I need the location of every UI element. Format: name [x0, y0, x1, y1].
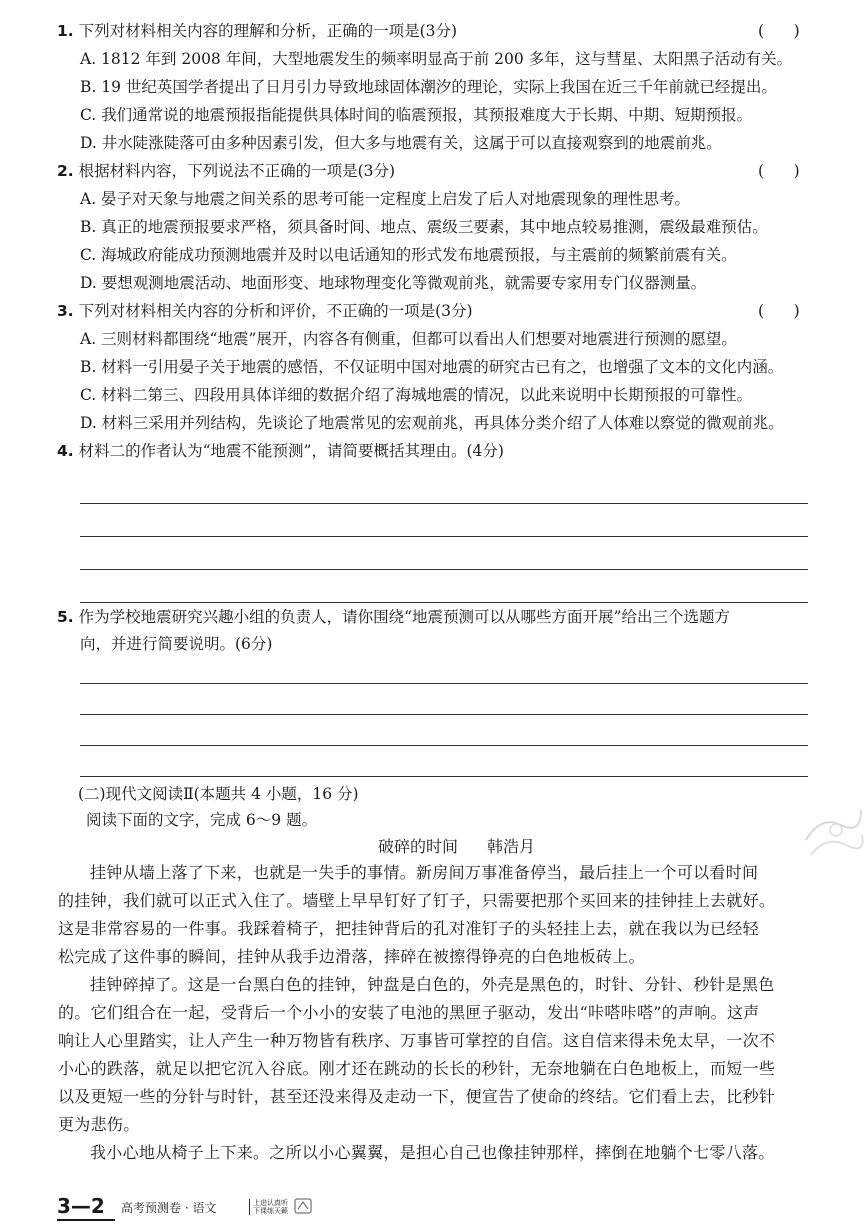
option-c: C. 我们通常说的地震预报指能提供具体时间的临震预报，其预报难度大于长期、中期、短期预报。: [80, 106, 753, 124]
question-text: 作为学校地震研究兴趣小组的负责人，请你围绕“地震预测可以从哪些方面开展”给出三个选题方: [78, 608, 730, 626]
answer-line[interactable]: [80, 714, 808, 715]
answer-paren[interactable]: ( ): [758, 162, 800, 180]
passage-line: 更为悲伤。: [58, 1115, 140, 1134]
question-number: 5.: [57, 608, 74, 626]
section-instruction: 阅读下面的文字，完成 6～9 题。: [86, 811, 318, 829]
question-number: 1.: [57, 22, 74, 40]
passage-line: 以及更短一些的分针与时针，甚至还没来得及走动一下，便宣告了使命的终结。它们看上去，比秒针: [58, 1087, 776, 1106]
question-2-stem: [57, 160, 395, 182]
footer-slogan: [249, 1199, 288, 1215]
question-number: 2.: [57, 162, 74, 180]
answer-line[interactable]: [80, 536, 808, 537]
footer-title: 高考预测卷 · 语文: [121, 1201, 217, 1215]
passage-line: 挂钟碎掉了。这是一台黑白色的挂钟，钟盘是白色的，外壳是黑色的，时针、分针、秒针是黑色: [90, 975, 775, 994]
answer-line[interactable]: [80, 745, 808, 746]
option-d: D. 井水陡涨陡落可由多种因素引发，但大多与地震有关，这属于可以直接观察到的地震前兆。: [80, 134, 722, 152]
passage-line: 这是非常容易的一件事。我踩着椅子，把挂钟背后的孔对准钉子的头轻挂上去，就在我以为已经轻: [58, 919, 759, 938]
passage-line: 响让人心里踏实，让人产生一种万物皆有秩序、万事皆可掌控的自信。这自信来得未免太早，一次不: [58, 1031, 776, 1050]
answer-line[interactable]: [80, 503, 808, 504]
option-b: B. 19 世纪英国学者提出了日月引力导致地球固体潮汐的理论，实际上我国在近三千年前就已经提出。: [80, 78, 777, 96]
question-text: 下列对材料相关内容的分析和评价，不正确的一项是(3分): [78, 302, 473, 320]
option-a: A. 晏子对天象与地震之间关系的思考可能一定程度上启发了后人对地震现象的理性思考。: [80, 190, 691, 208]
answer-line[interactable]: [80, 683, 808, 684]
decorative-sketch-icon: [796, 800, 866, 870]
answer-line[interactable]: [80, 776, 808, 777]
passage-line: 挂钟从墙上落了下来，也就是一失手的事情。新房间万事准备停当，最后挂上一个可以看时间: [90, 863, 759, 882]
option-c: C. 材料二第三、四段用具体详细的数据介绍了海城地震的情况，以此来说明中长期预报的可靠性。: [80, 386, 753, 404]
option-d: D. 要想观测地震活动、地面形变、地球物理变化等微观前兆，就需要专家用专门仪器测量。: [80, 274, 707, 292]
option-a: A. 1812 年到 2008 年间，大型地震发生的频率明显高于前 200 多年，这与彗星、太阳黑子活动有关。: [80, 50, 793, 68]
question-3-stem: [57, 300, 473, 322]
page-number-underline: [57, 1219, 115, 1221]
option-b: B. 真正的地震预报要求严格，须具备时间、地点、震级三要素，其中地点较易推测，震级最难预估。: [80, 218, 768, 236]
question-4-stem: [57, 440, 504, 462]
passage-line: 我小心地从椅子上下来。之所以小心翼翼，是担心自己也像挂钟那样，摔倒在地躺个七零八落。: [90, 1143, 775, 1162]
passage-line: 小心的跌落，就足以把它沉入谷底。刚才还在跳动的长长的秒针，无奈地躺在白色地板上，而短一些: [58, 1059, 776, 1078]
option-d: D. 材料三采用并列结构，先谈论了地震常见的宏观前兆，再具体分类介绍了人体难以察觉的微观前兆。: [80, 414, 784, 432]
option-b: B. 材料一引用晏子关于地震的感悟，不仅证明中国对地震的研究古已有之，也增强了文本的文化内涵。: [80, 358, 784, 376]
question-text: 材料二的作者认为“地震不能预测”，请简要概括其理由。(4分): [78, 442, 504, 460]
answer-paren[interactable]: ( ): [758, 302, 800, 320]
question-number: 4.: [57, 442, 74, 460]
article-author: 韩浩月: [487, 837, 536, 856]
option-a: A. 三则材料都围绕“地震”展开，内容各有侧重，但都可以看出人们想要对地震进行预测的愿望。: [80, 330, 737, 348]
question-text-continued: 向，并进行简要说明。(6分): [80, 635, 273, 653]
passage-line: 的。它们组合在一起，受背后一个小小的安装了电池的黑匣子驱动，发出“咔嗒咔嗒”的声响。这声: [58, 1003, 760, 1022]
article-title: 破碎的时间: [378, 837, 459, 856]
footer-logo-icon: [293, 1196, 313, 1216]
answer-paren[interactable]: ( ): [758, 22, 800, 40]
footer-slogan-bottom: 下课练天籁: [253, 1207, 288, 1215]
question-number: 3.: [57, 302, 74, 320]
answer-line[interactable]: [80, 602, 808, 603]
passage-line: 松完成了这件事的瞬间，挂钟从我手边滑落，摔碎在被擦得铮亮的白色地板砖上。: [58, 947, 645, 966]
question-text: 下列对材料相关内容的理解和分析，正确的一项是(3分): [78, 22, 458, 40]
section-heading: (二)现代文阅读Ⅱ(本题共 4 小题，16 分): [78, 785, 359, 803]
question-5-stem: [57, 606, 730, 628]
page-number: 3—2: [57, 1194, 105, 1218]
passage-line: 的挂钟，我们就可以正式入住了。墙壁上早早钉好了钉子，只需要把那个买回来的挂钟挂上去就好。: [58, 891, 776, 910]
question-text: 根据材料内容，下列说法不正确的一项是(3分): [78, 162, 396, 180]
question-1-stem: [57, 20, 457, 42]
answer-line[interactable]: [80, 569, 808, 570]
footer-slogan-top: 上进认真听: [253, 1199, 288, 1207]
option-c: C. 海城政府能成功预测地震并及时以电话通知的形式发布地震预报，与主震前的频繁前震有关。: [80, 246, 737, 264]
